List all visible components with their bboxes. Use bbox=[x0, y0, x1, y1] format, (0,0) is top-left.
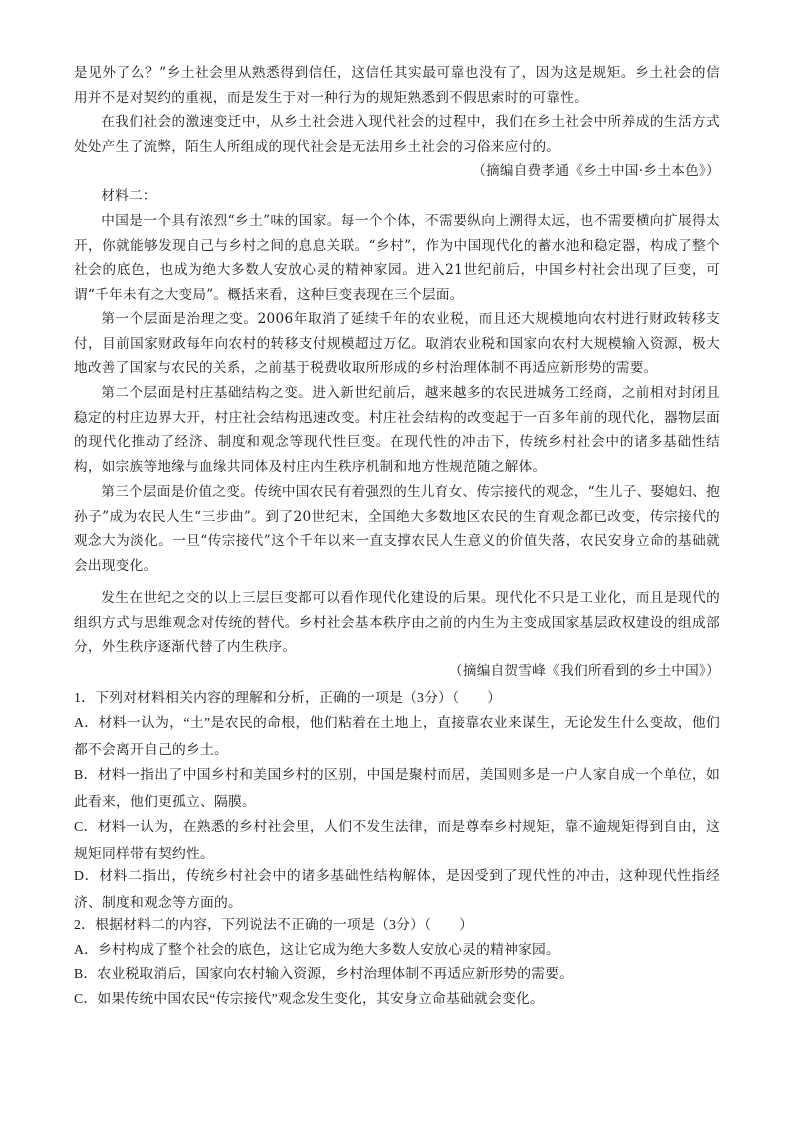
material-one-source: （摘编自费孝通《乡土中国·乡土本色》） bbox=[472, 163, 720, 179]
question-1-stem: 1．下列对材料相关内容的理解和分析，正确的一项是（3分）（ ） bbox=[74, 690, 502, 705]
material-two-paragraph-4: 第三个层面是价值之变。传统中国农民有着强烈的生儿育女、传宗接代的观念，“生儿子、娶媳妇、抱孙子”成为农民人生“三步曲”。到了20世纪末，全国绝大多数地区农民的生育观念都已改变，传宗接代的观念大为淡化。一旦“传宗接代”这个千年以来一直支撑农民人生意义的价值失落，农民安身立命的基础就会出现变化。 bbox=[74, 484, 720, 574]
question-1-option-a: A．材料一认为，“土”是农民的命根，他们粘着在土地上，直接靠农业来谋生，无论发生什么变故，他们都不会离开自己的乡土。 bbox=[74, 715, 720, 758]
material-one-paragraph-1: 是见外了么？”乡土社会里从熟悉得到信任，这信任其实最可靠也没有了，因为这是规矩。乡土社会的信用并不是对契约的重视，而是发生于对一种行为的规矩熟悉到不假思索时的可靠性。 bbox=[74, 65, 720, 106]
question-2-option-c: C．如果传统中国农民“传宗接代”观念发生变化，其安身立命基础就会变化。 bbox=[74, 991, 544, 1006]
question-2-option-a: A．乡村构成了整个社会的底色，这让它成为绝大多数人安放心灵的精神家园。 bbox=[74, 942, 561, 957]
question-2-stem: 2．根据材料二的内容，下列说法不正确的一项是（3分）（ ） bbox=[74, 917, 474, 932]
question-1-option-b: B．材料一指出了中国乡村和美国乡村的区别，中国是聚村而居，美国则多是一户人家自成一个单位，如此看来，他们更孤立、隔膜。 bbox=[74, 767, 720, 810]
question-1-option-c: C．材料一认为，在熟悉的乡村社会里，人们不发生法律，而是尊奉乡村规矩，靠不逾规矩得到自由，这规矩同样带有契约性。 bbox=[74, 819, 720, 862]
material-one-paragraph-2: 在我们社会的激速变迁中，从乡土社会进入现代社会的过程中，我们在乡土社会中所养成的生活方式处处产生了流弊，陌生人所组成的现代社会是无法用乡土社会的习俗来应付的。 bbox=[74, 114, 720, 155]
material-two-paragraph-3: 第二个层面是村庄基础结构之变。进入新世纪前后，越来越多的农民进城务工经商，之前相对封闭且稳定的村庄边界大开，村庄社会结构迅速改变。村庄社会结构的改变起于一百多年前的现代化，器物层面的现代化推动了经济、制度和观念等现代性巨变。在现代性的冲击下，传统乡村社会中的诸多基础性结构，如宗族等地缘与血缘共同体及村庄内生秩序机制和地方性规范随之解体。 bbox=[74, 385, 720, 475]
material-two-source: （摘编自贺雪峰《我们所看到的乡土中国》） bbox=[448, 663, 720, 679]
material-two-heading: 材料二： bbox=[101, 188, 157, 204]
material-two-paragraph-1: 中国是一个具有浓烈“乡土”味的国家。每一个个体，不需要纵向上溯得太远，也不需要横向扩展得太开，你就能够发现自己与乡村之间的息息关联。“乡村”，作为中国现代化的蓄水池和稳定器，构成了整个社会的底色，也成为绝大多数人安放心灵的精神家园。进入21世纪前后，中国乡村社会出现了巨变，可谓“千年未有之大变局”。概括来看，这种巨变表现在三个层面。 bbox=[74, 213, 720, 303]
material-two-paragraph-5: 发生在世纪之交的以上三层巨变都可以看作现代化建设的后果。现代化不只是工业化，而且是现代的组织方式与思维观念对传统的替代。乡村社会基本秩序由之前的内生为主变成国家基层政权建设的组成部分，外生秩序逐渐代替了内生秩序。 bbox=[74, 590, 720, 656]
question-2-option-b: B．农业税取消后，国家向农村输入资源，乡村治理体制不再适应新形势的需要。 bbox=[74, 966, 574, 981]
material-two-paragraph-2: 第一个层面是治理之变。2006年取消了延续千年的农业税，而且还大规模地向农村进行财政转移支付，目前国家财政每年向农村的转移支付规模超过万亿。取消农业税和国家向农村大规模输入资源，极大地改善了国家与农民的关系，之前基于税费收取所形成的乡村治理体制不再适应新形势的需要。 bbox=[74, 311, 720, 377]
question-1-option-d: D．材料二指出，传统乡村社会中的诸多基础性结构解体，是因受到了现代性的冲击，这种现代性指经济、制度和观念等方面的。 bbox=[74, 868, 720, 911]
